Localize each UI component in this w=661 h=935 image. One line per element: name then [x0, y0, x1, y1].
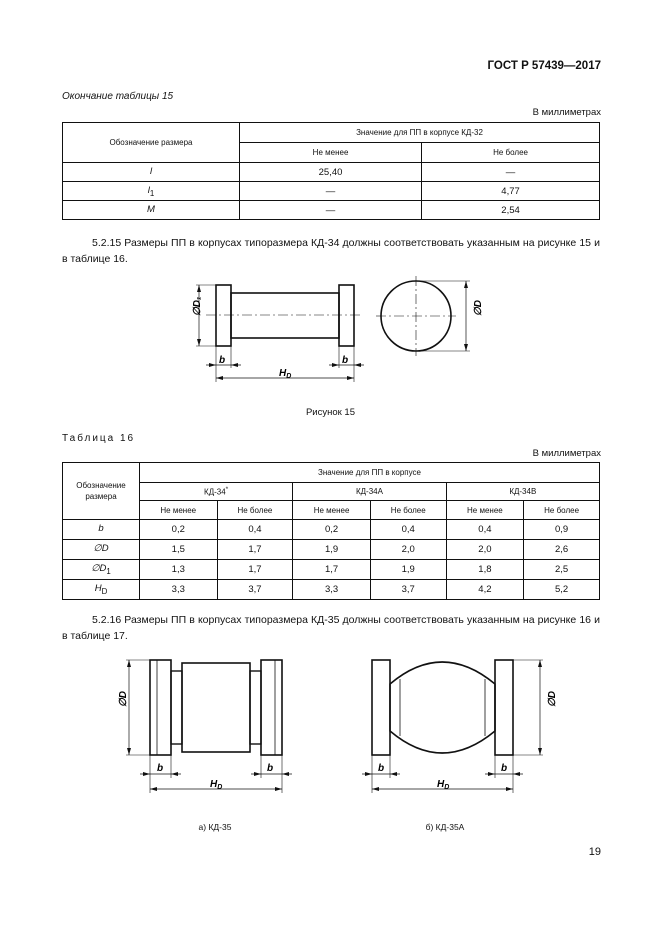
table16-col-designation: Обозначение размера [63, 463, 140, 520]
figure16a-caption: а) КД-35 [198, 822, 232, 832]
fig16a-label-d: ∅D [118, 691, 129, 707]
table16-col-group: Значение для ПП в корпусе [140, 463, 600, 483]
table-row: $H_D$ 3,3 3,7 3,3 3,7 4,2 5,2 [63, 580, 600, 600]
fig16b-label-hd: $H_D$ [437, 779, 450, 791]
paragraph-5-2-16: 5.2.16 Размеры ПП в корпусах типоразмера КД-35 должны соответствовать указанным на рисунке 16 и в таблице 17. [62, 614, 600, 642]
table-row: $l_1$ — 4,77 [63, 182, 600, 201]
page-number: 19 [588, 846, 601, 858]
paragraph-5-2-15: 5.2.15 Размеры ПП в корпусах типоразмера КД-34 должны соответствовать указанным на рисунке 15 и в таблице 16. [62, 237, 600, 265]
figure16b-caption: б) КД-35А [425, 822, 465, 832]
fig16a-label-b-left: b [157, 763, 164, 774]
standard-header: ГОСТ Р 57439—2017 [487, 60, 601, 72]
table15-caption: Окончание таблицы 15 [62, 91, 174, 102]
fig15-label-b-left: b [219, 355, 226, 366]
figure15-caption: Рисунок 15 [305, 407, 356, 418]
table16-caption: Таблица 16 [62, 433, 136, 444]
fig15-label-b-right: b [342, 355, 349, 366]
table15-units: В миллиметрах [532, 107, 601, 118]
table-row: $\emptyset D_1$ 1,3 1,7 1,7 1,9 1,8 2,5 [63, 560, 600, 580]
table-row: ∅D 1,5 1,7 1,9 2,0 2,0 2,6 [63, 540, 600, 560]
table16-package: КД-34В [446, 483, 599, 501]
fig16b-label-b-right: b [501, 763, 508, 774]
fig15-label-d1: ∅D₁ [192, 296, 203, 316]
table15-col-designation: Обозначение размера [63, 123, 240, 163]
table-row: M — 2,54 [63, 201, 600, 220]
fig16b-label-b-left: b [378, 763, 385, 774]
table16-package: КД-34* [140, 483, 293, 501]
table-row: b 0,2 0,4 0,2 0,4 0,4 0,9 [63, 520, 600, 540]
fig16a-label-hd: $H_D$ [210, 779, 223, 791]
table15-col-max: Не более [422, 143, 600, 163]
table16-units: В миллиметрах [532, 448, 601, 459]
fig15-label-d: ∅D [473, 300, 484, 316]
table15-col-min: Не менее [240, 143, 422, 163]
table16: Обозначение размера Значение для ПП в корпусе КД-34* КД-34А КД-34В Не менее Не более Не менее Не более Не менее Не более b 0,2 0,4 0,2 0,4 0,4 0,9 ∅D 1,5 1,7 1,9 2,0 2,0 2,6 $\emptyset D_1$ 1,3 1,7 1,7 1,9 1,8 2,5 $H_D$ 3,3 3,7 3,3 3,7 4,2 5,2 [62, 462, 600, 600]
table-row: l 25,40 — [63, 163, 600, 182]
fig15-label-hd: $H_D$ [279, 368, 292, 380]
fig16a-label-b-right: b [267, 763, 274, 774]
fig16b-label-d: ∅D [547, 691, 558, 707]
table16-package: КД-34А [293, 483, 446, 501]
table15-col-group: Значение для ПП в корпусе КД-32 [240, 123, 600, 143]
